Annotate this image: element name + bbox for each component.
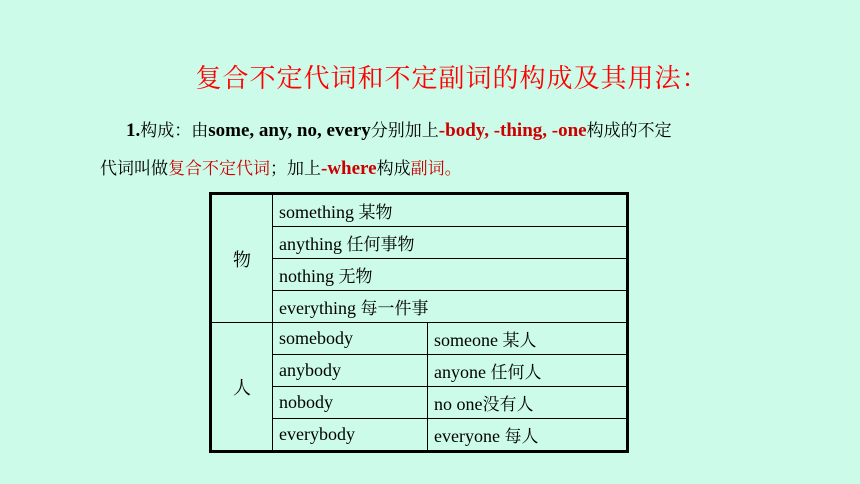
highlight-term-pronoun: 复合不定代词 [168,159,270,179]
table-row [211,194,628,227]
highlight-term-adverb: 副词 [410,159,445,179]
table-row [211,323,628,355]
table-cell [273,227,628,259]
table-cell [428,419,628,452]
meaning: 任何人 [490,363,542,383]
point-number: 1. [126,120,141,141]
meaning: 任何事物 [346,235,415,255]
word: nobody [279,392,333,412]
point-label: 构成：由 [140,121,209,141]
slide-title: 复合不定代词和不定副词的构成及其用法： [195,64,709,94]
table-cell [273,387,428,419]
paragraph-text: 构成的不定 [586,121,672,141]
table-cell [428,355,628,387]
table-row [211,419,628,452]
alt-word: anyone [434,362,486,382]
word: somebody [279,328,353,348]
word: nothing [279,266,335,286]
table-cell [428,323,628,355]
where-suffix: -where [321,158,377,179]
table-cell [273,291,628,323]
meaning: 没有人 [482,395,534,415]
paragraph-text: 代词叫做 [100,159,168,179]
word: everybody [279,424,355,444]
table-row [211,227,628,259]
word: anybody [279,360,341,380]
paragraph-line-1 [100,112,800,150]
root-words: some, any, no, every [208,120,371,141]
table-row [211,387,628,419]
table-cell [273,259,628,291]
indefinite-pronoun-table [209,192,629,453]
category-things: 物 [211,194,273,323]
word: everything [279,298,356,318]
paragraph-text: 分别加上 [370,121,439,141]
table-cell [273,419,428,452]
alt-word: someone [434,330,498,350]
suffix-list: -body, -thing, -one [438,120,587,141]
paragraph-end: 。 [444,159,462,179]
table-cell [428,387,628,419]
meaning: 每人 [504,427,539,447]
meaning: 每一件事 [360,299,429,319]
paragraph-text: 构成 [376,159,411,179]
paragraph-text: ；加上 [270,159,321,179]
meaning: 某人 [502,331,537,351]
word: something [279,202,354,222]
alt-word: everyone [434,426,500,446]
table-cell [273,355,428,387]
table-cell [273,194,628,227]
alt-word: no one [434,394,483,414]
meaning: 某物 [358,203,393,223]
table-row [211,259,628,291]
table-cell [273,323,428,355]
table-row [211,291,628,323]
composition-paragraph [100,112,800,188]
paragraph-line-2 [100,150,800,188]
word: anything [279,234,342,254]
table-row [211,355,628,387]
meaning: 无物 [338,267,373,287]
category-people: 人 [211,323,273,452]
